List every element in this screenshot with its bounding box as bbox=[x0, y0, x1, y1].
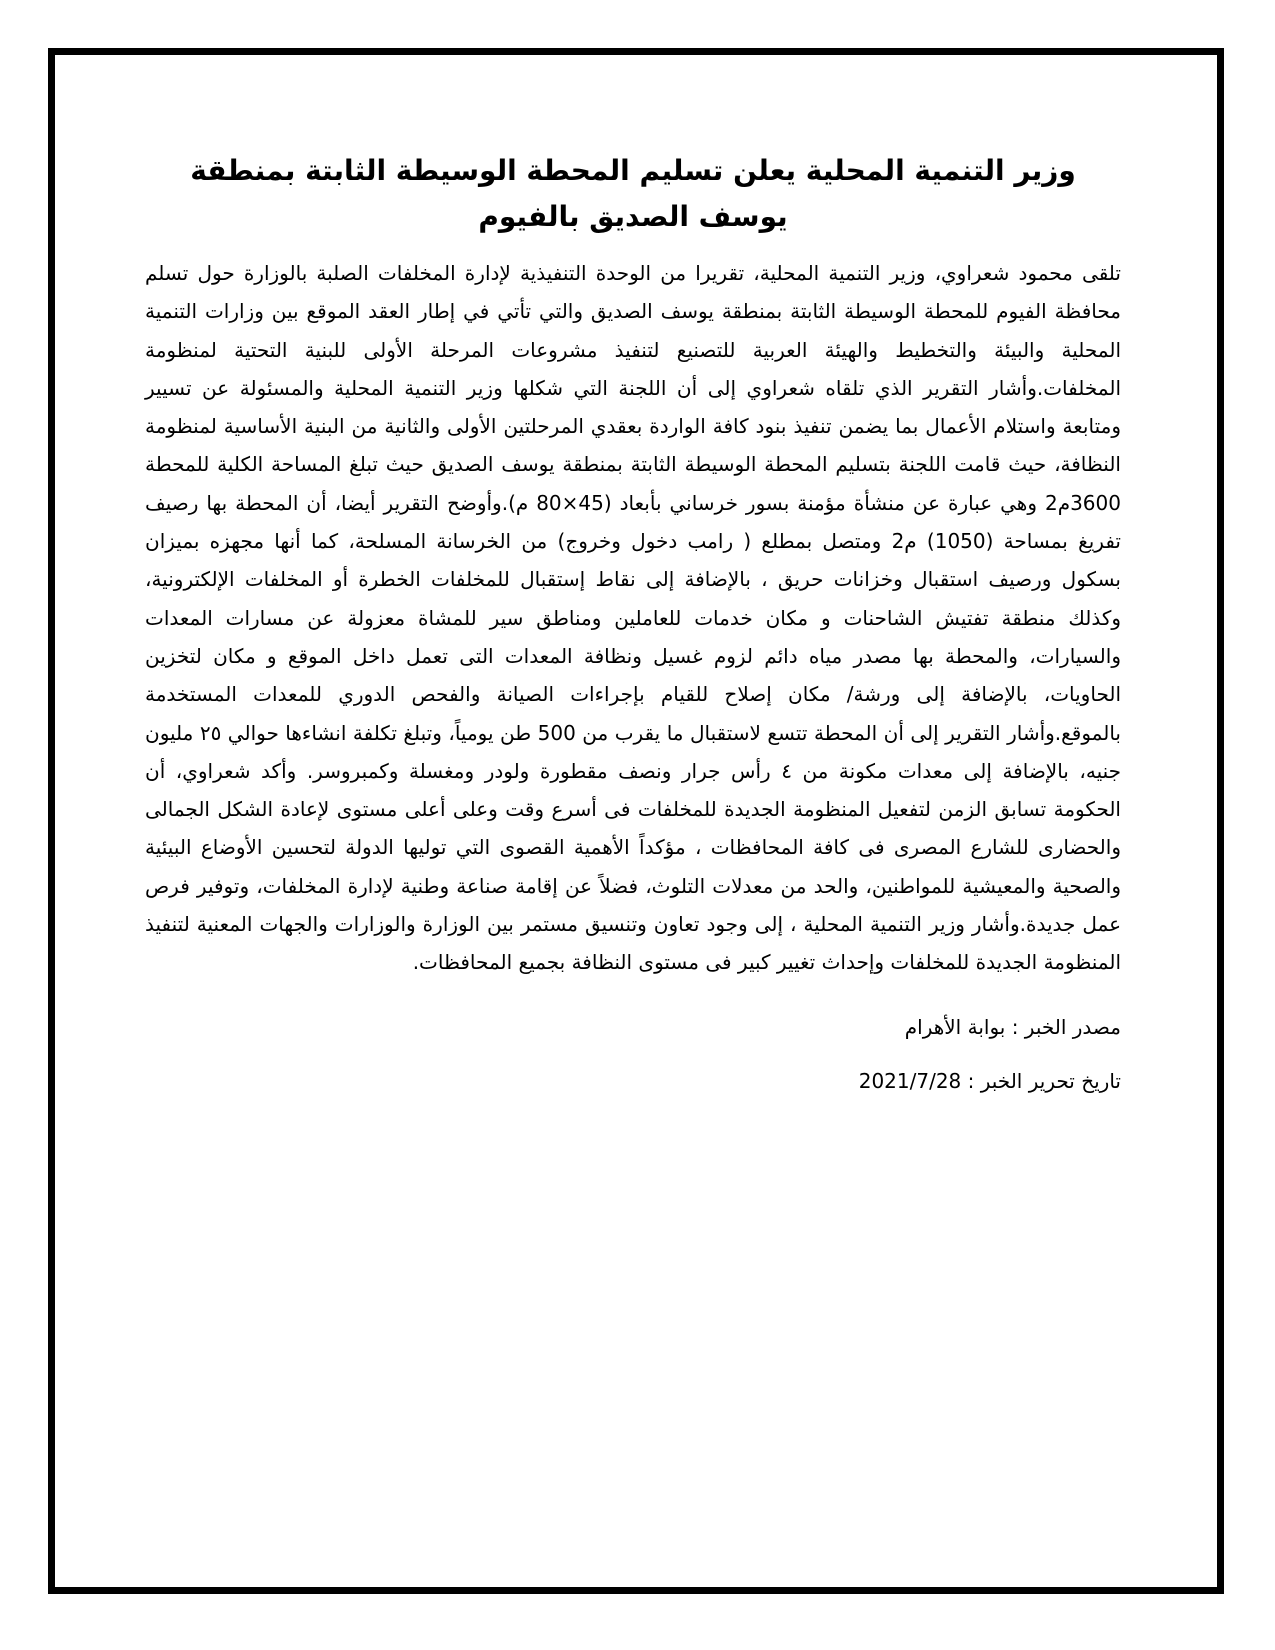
news-source: مصدر الخبر : بوابة الأهرام bbox=[904, 1014, 1121, 1039]
article-body: تلقى محمود شعراوي، وزير التنمية المحلية، تقريرا من الوحدة التنفيذية لإدارة المخلفات الصلبة بالوزارة حول تسلم محافظة الفيوم للمحطة الوسيطة الثابتة بمنطقة يوسف الصديق والتي تأتي في إطار العقد الموقع بين وزارات التنمية المحلية والبيئة والتخطيط والهيئة العربية للتصنيع لتنفيذ مشروعات المرحلة الأولى للبنية التحتية لمنظومة المخلفات.وأشار التقرير الذي تلقاه شعراوي إلى أن اللجنة التي شكلها وزير التنمية المحلية والمسئولة عن تسيير ومتابعة واستلام الأعمال بما يضمن تنفيذ بنود كافة الواردة بعقدي المرحلتين الأولى والثانية من البنية الأساسية لمنظومة النظافة، حيث قامت اللجنة بتسليم المحطة الوسيطة الثابتة بمنطقة يوسف الصديق حيث تبلغ المساحة الكلية للمحطة 3600م2 وهي عبارة عن منشأة مؤمنة بسور خرساني بأبعاد (45×80 م).وأوضح التقرير أيضا، أن المحطة بها رصيف تفريغ بمساحة (1050) م2 ومتصل بمطلع ( رامب دخول وخروج) من الخرسانة المسلحة، كما أنها مجهزه بميزان بسكول ورصيف استقبال وخزانات حريق ، بالإضافة إلى نقاط إستقبال للمخلفات الخطرة أو المخلفات الإلكترونية، وكذلك منطقة تفتيش الشاحنات و مكان خدمات للعاملين ومناطق سير للمشاة معزولة عن مسارات المعدات والسيارات، والمحطة بها مصدر مياه دائم لزوم غسيل ونظافة المعدات التى تعمل داخل الموقع و مكان لتخزين الحاويات، بالإضافة إلى ورشة/ مكان إصلاح للقيام بإجراءات الصيانة والفحص الدوري للمعدات المستخدمة بالموقع.وأشار التقرير إلى أن المحطة تتسع لاستقبال ما يقرب من 500 طن يومياً، وتبلغ تكلفة انشاءها حوالي ٢٥ مليون جنيه، بالإضافة إلى معدات مكونة من ٤ رأس جرار ونصف مقطورة ولودر ومغسلة وكمبروسر. وأكد شعراوي، أن الحكومة تسابق الزمن لتفعيل المنظومة الجديدة للمخلفات فى أسرع وقت وعلى أعلى مستوى لإعادة الشكل الجمالى والحضارى للشارع المصرى فى كافة المحافظات ، مؤكداً الأهمية القصوى التي توليها الدولة لتحسين الأوضاع البيئية والصحية والمعيشية للمواطنين، والحد من معدلات التلوث، فضلاً عن إقامة صناعة وطنية لإدارة المخلفات، وتوفير فرص عمل جديدة.وأشار وزير التنمية المحلية ، إلى وجود تعاون وتنسيق مستمر بين الوزارة والوزارات والجهات المعنية لتنفيذ المنظومة الجديدة للمخلفات وإحداث تغيير كبير فى مستوى النظافة بجميع المحافظات. bbox=[145, 261, 1122, 975]
article-title: وزير التنمية المحلية يعلن تسليم المحطة الوسيطة الثابتة بمنطقة يوسف الصديق بالفيوم bbox=[190, 154, 1076, 233]
publication-date: تاريخ تحرير الخبر : 2021/7/28 bbox=[858, 1068, 1121, 1093]
article bbox=[145, 148, 1121, 1100]
